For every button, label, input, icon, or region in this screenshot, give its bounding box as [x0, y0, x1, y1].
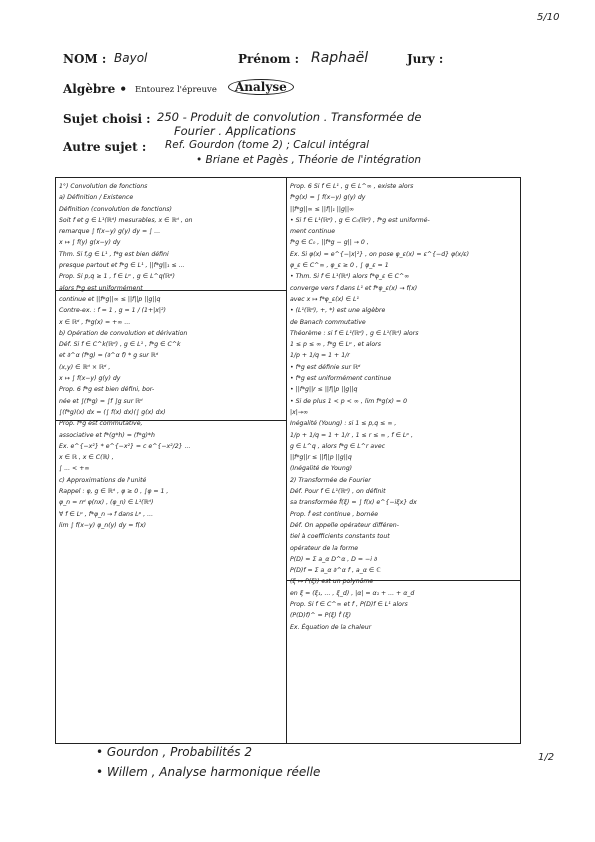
handwritten-line: • ||f*g||r ≤ ||f||p ||g||q [290, 386, 358, 394]
prenom-value: Raphaël [311, 50, 369, 66]
handwritten-line: Ex. e^{−x²} * e^{−x²} = c e^{−x²/2} ... [59, 442, 191, 450]
handwritten-line: x ∈ ℝ , x ∈ C(ℝ) , [59, 454, 114, 462]
handwritten-line: alors f*g est uniformément [59, 284, 143, 292]
handwritten-line: • f*g est uniformément continue [290, 375, 392, 383]
handwritten-line: remarque ∫ f(x−y) g(y) dy = ∫ ... [59, 228, 161, 236]
handwritten-line: x ↦ ∫ f(y) g(x−y) dy [59, 239, 121, 247]
handwritten-line: ||f*g||r ≤ ||f||p ||g||q [290, 454, 352, 462]
handwritten-line: P(D)f = Σ a_α ∂^α f , a_α ∈ ℂ [290, 567, 381, 575]
prenom-label: Prénom : [238, 52, 300, 66]
handwritten-line: Prop. f̂ est continue , bornée [290, 510, 379, 518]
autre-sujet-label: Autre sujet : [63, 140, 147, 154]
handwritten-line: 1/p + 1/q = 1 + 1/r , 1 ≤ r ≤ ∞ , f ∈ Lᵖ , [290, 431, 413, 439]
handwritten-line: φ_n = nᵈ φ(nx) , (φ_n) ∈ L¹(ℝᵈ) [59, 499, 154, 507]
handwritten-line: Déf. Si f ∈ C^k(ℝᵈ) , g ∈ L¹ , f*g ∈ C^k [59, 341, 181, 349]
handwritten-line: converge vers f dans L¹ et f*φ_ε(x) → f(x) [290, 284, 418, 292]
entourez-note: Entourez l'épreuve [135, 85, 217, 95]
handwritten-line: lim ∫ f(x−y) φ_n(y) dy = f(x) [59, 521, 147, 529]
handwritten-line: avec x ↦ f*φ_ε(x) ∈ L¹ [290, 295, 359, 303]
handwritten-line: φ_ε ∈ C^∞ , φ_ε ≥ 0 , ∫ φ_ε = 1 [290, 262, 389, 270]
footer-ref-2: • Willem , Analyse harmonique réelle [96, 765, 321, 779]
corner-mark: 5/10 [537, 12, 560, 23]
footer-ref-1: • Gourdon , Probabilités 2 [96, 745, 252, 759]
handwritten-line: x ↦ ∫ f(x−y) g(y) dy [59, 375, 121, 383]
handwritten-line: Prop. f*g est commutative, [59, 420, 143, 428]
handwritten-line: Prop. Si f ∈ C^∞ et f , P(D)f ∈ L¹ alors [290, 600, 408, 608]
jury-label: Jury : [407, 52, 444, 66]
algebre-label: Algèbre • [63, 82, 128, 96]
handwritten-line: f*g(x) = ∫ f(x−y) g(y) dy [290, 194, 366, 202]
handwritten-line: ∫(f*g)(x) dx = (∫ f(x) dx)(∫ g(x) dx) [59, 408, 166, 416]
handwritten-line: 1°) Convolution de fonctions [59, 183, 148, 190]
handwritten-line: (ξ ↦ P(ξ)) est un polynôme [290, 578, 374, 586]
handwritten-line: et ∂^α (f*g) = (∂^α f) * g sur ℝᵈ [59, 352, 159, 360]
handwritten-line: de Banach commutative [290, 318, 366, 326]
handwritten-line: Définition (convolution de fonctions) [59, 205, 172, 213]
handwritten-line: c) Approximations de l'unité [59, 476, 147, 484]
handwritten-line: Soit f et g ∈ L¹(ℝᵈ) mesurables, x ∈ ℝᵈ , on [59, 216, 193, 224]
handwritten-line: • Thm. Si f ∈ L¹(ℝᵈ) alors f*φ_ε ∈ C^∞ [290, 273, 410, 281]
handwritten-line: tiel à coefficients constants tout [290, 533, 390, 541]
handwritten-line: • (L¹(ℝᵈ), +, *) est une algèbre [290, 307, 386, 315]
handwritten-line: a) Définition / Existence [59, 194, 134, 202]
handwritten-line: continue et ||f*g||∞ ≤ ||f||p ||g||q [59, 295, 161, 303]
handwritten-line: associative et f*(g*h) = (f*g)*h [59, 431, 155, 439]
handwritten-line: (x,y) ∈ ℝᵈ × ℝᵈ , [59, 363, 111, 371]
handwritten-line: 2) Transformée de Fourier [290, 476, 371, 484]
sujet-choisi-line2: Fourier . Applications [174, 124, 296, 138]
handwritten-line: Théorème : si f ∈ L¹(ℝᵈ) , g ∈ L¹(ℝᵈ) alors [290, 329, 419, 337]
handwritten-line: x ∈ ℝᵈ , f*g(x) = +∞ ... [59, 318, 131, 326]
page-mark: 1/2 [538, 752, 555, 763]
handwritten-line: 1/p + 1/q = 1 + 1/r [290, 352, 350, 360]
sujet-choisi-label: Sujet choisi : [63, 112, 151, 126]
handwritten-line: Ex. Équation de la chaleur [290, 623, 372, 631]
handwritten-line: |x|→∞ [290, 408, 309, 416]
handwritten-line: 1 ≤ p ≤ ∞ , f*g ∈ Lᵖ , et alors [290, 341, 381, 349]
handwritten-line: Déf. Pour f ∈ L¹(ℝᵈ) , on définit [290, 488, 386, 496]
handwritten-line: en ξ = (ξ₁, ... , ξ_d) , |α| = α₁ + ... + α_d [290, 589, 415, 597]
handwritten-line: Rappel : φ, g ∈ ℝᵈ , φ ≥ 0 , ∫φ = 1 , [59, 488, 169, 496]
handwritten-line: ∀ f ∈ Lᵖ , f*φ_n → f dans Lᵖ , ... [59, 510, 154, 518]
handwritten-line: Thm. Si f,g ∈ L¹ , f*g est bien défini [59, 250, 169, 258]
handwritten-line: f*g ∈ C₀ , ||f*g − g|| → 0 , [290, 239, 369, 247]
handwritten-line: • Si f ∈ L¹(ℝᵈ) , g ∈ C₀(ℝᵈ) , f*g est uniformé- [290, 216, 430, 224]
handwritten-line: g ∈ L^q , alors f*g ∈ L^r avec [290, 442, 386, 450]
handwritten-line: Ex. Si φ(x) = e^{−|x|²} , on pose φ_ε(x) = ε^{−d} φ(x/ε) [290, 250, 470, 258]
handwritten-line: Prop. 6 f*g est bien défini, bor- [59, 386, 155, 394]
handwritten-line: Prop. Si p,q ≥ 1 , f ∈ Lᵖ , g ∈ L^q(ℝᵈ) [59, 273, 175, 281]
handwritten-line: presque partout et f*g ∈ L¹ , ||f*g||₁ ≤ ... [59, 262, 185, 270]
handwritten-line: Prop. 6 Si f ∈ L¹ , g ∈ L^∞ , existe alors [290, 183, 414, 190]
handwritten-line: sa transformée f̂(ξ) = ∫ f(x) e^{−iξx} dx [290, 499, 417, 507]
handwritten-line: ||f*g||∞ ≤ ||f||₁ ||g||∞ [290, 205, 355, 213]
handwritten-line: Contre-ex. : f = 1 , g = 1 / (1+|x|²) [59, 307, 166, 315]
column-separator [286, 177, 287, 743]
handwritten-line: Déf. On appelle opérateur différen- [290, 521, 399, 529]
right-column [290, 181, 519, 741]
left-column [59, 181, 284, 741]
handwritten-line: b) Opération de convolution et dérivation [59, 329, 188, 337]
nom-value: Bayol [114, 51, 148, 65]
handwritten-line: ∫ ... < +∞ [59, 465, 90, 473]
handwritten-line: née et ∫(f*g) = ∫f ∫g sur ℝᵈ [59, 397, 143, 405]
handwritten-line: Inégalité (Young) : si 1 ≤ p,q ≤ ∞ , [290, 420, 397, 428]
sujet-choisi-line1: 250 - Produit de convolution . Transformée de [157, 110, 422, 124]
analyse-label-circled: Analyse [228, 79, 294, 95]
autre-sujet-line1: Ref. Gourdon (tome 2) ; Calcul intégral [165, 139, 370, 151]
handwritten-line: • Si de plus 1 < p < ∞ , lim f*g(x) = 0 [290, 397, 408, 405]
handwritten-line: • f*g est définie sur ℝᵈ [290, 363, 361, 371]
autre-sujet-line2: • Briane et Pagès , Théorie de l'intégration [196, 154, 422, 166]
nom-label: NOM : [63, 52, 107, 66]
handwritten-line: ment continue [290, 228, 336, 236]
handwritten-line: P(D) = Σ a_α D^α , D = −i ∂ [290, 555, 378, 563]
handwritten-line: (P(D)f)^ = P(ξ) f̂ (ξ) [290, 612, 352, 620]
handwritten-line: (Inégalité de Young) [290, 465, 353, 473]
handwritten-line: opérateur de la forme [290, 544, 359, 552]
